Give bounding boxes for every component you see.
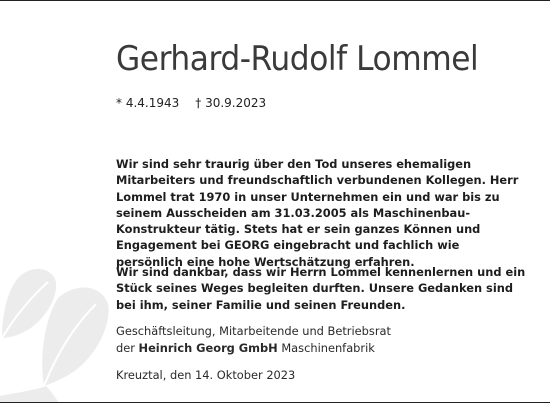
signature-line-2 [116,340,391,357]
place-and-date: Kreuztal, den 14. Oktober 2023 [116,368,296,382]
birth-date: * 4.4.1943 [116,96,180,110]
leaf-icon [0,246,110,403]
tribute-paragraph-2: Wir sind dankbar, dass wir Herrn Lommel kennenlernen und ein Stück seines Weges begleiten durften. Unsere Gedanken sind bei ihm, seiner Familie und seinen Freunden. [116,265,526,312]
signature-prefix: der [116,341,135,355]
signature-block [116,323,391,357]
company-name: Heinrich Georg GmbH [138,341,278,355]
death-date: † 30.9.2023 [195,96,267,110]
tribute-paragraph-1: Wir sind sehr traurig über den Tod unseres ehemaligen Mitarbeiters und freundschaftlich verbundenen Kollegen. Herr Lommel trat 1970 in unser Unternehmen ein und war bis zu seinem Ausscheiden am 31.03.2005 als Maschinenbau-Konstrukteur tätig. Stets hat er sein ganzes Können und Engagement bei GEORG eingebracht und fachlich wie persönlich eine hohe Wertschätzung erfahren. [116,157,519,269]
life-dates [116,96,266,110]
deceased-name: Gerhard-Rudolf Lommel [116,39,479,79]
company-suffix: Maschinenfabrik [281,341,375,355]
signature-line-1: Geschäftsleitung, Mitarbeitende und Betriebsrat [116,324,391,338]
